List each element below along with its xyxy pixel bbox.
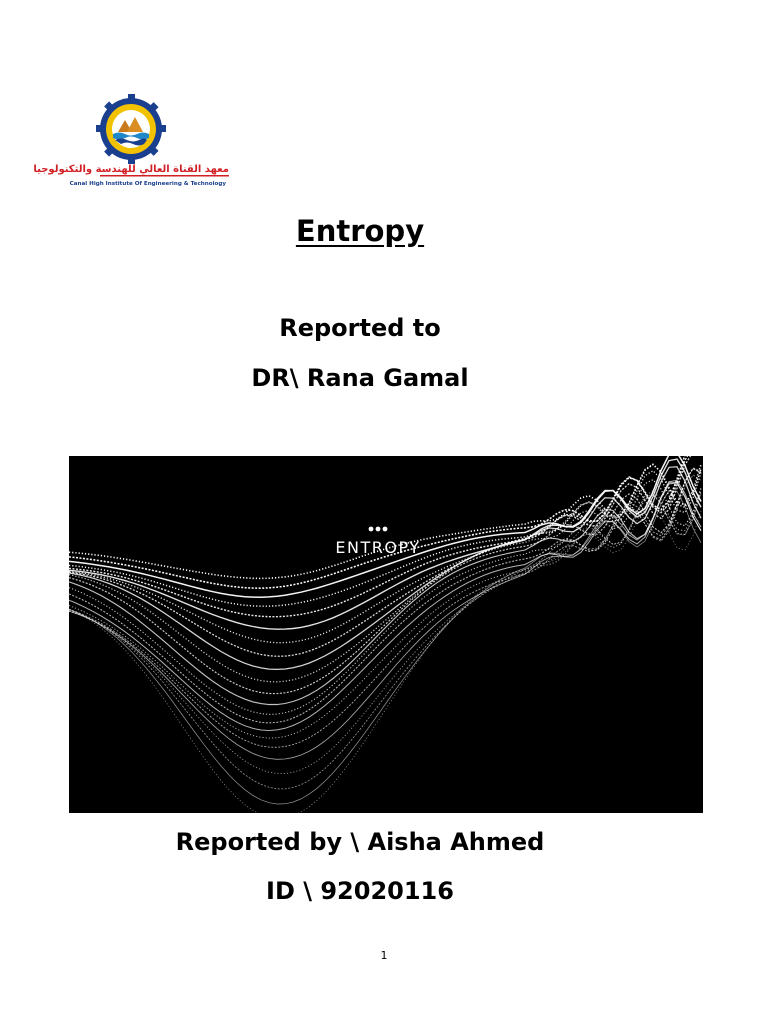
author-line: Reported by \ Aisha Ahmed: [175, 828, 545, 856]
wave-line: [69, 467, 701, 670]
student-id-line: ID \ 92020116: [266, 877, 454, 905]
three-dots-icon: [369, 527, 388, 532]
page-number: 1: [380, 949, 388, 962]
wave-line: [69, 468, 701, 723]
particle-waves-illustration: [69, 456, 703, 813]
svg-text:Canal High Institute Of Engine: Canal High Institute Of Engineering & Technology: [69, 181, 226, 187]
reported-to-label: Reported to: [279, 314, 441, 342]
wave-line: [69, 480, 701, 730]
supervisor-name: DR\ Rana Gamal: [251, 364, 469, 392]
wave-line: [69, 469, 701, 694]
svg-text:معهد القناة العالي للهندسة وال: معهد القناة العالي للهندسة والتكنولوجيا: [33, 164, 229, 175]
cover-caption: ENTROPY: [335, 538, 421, 557]
entropy-cover-image: [69, 456, 703, 813]
document-title: Entropy: [295, 214, 425, 248]
wave-line: [69, 464, 701, 606]
logo-emblem-icon: [33, 92, 230, 190]
institute-logo: [33, 92, 230, 190]
wave-line: [69, 494, 701, 774]
